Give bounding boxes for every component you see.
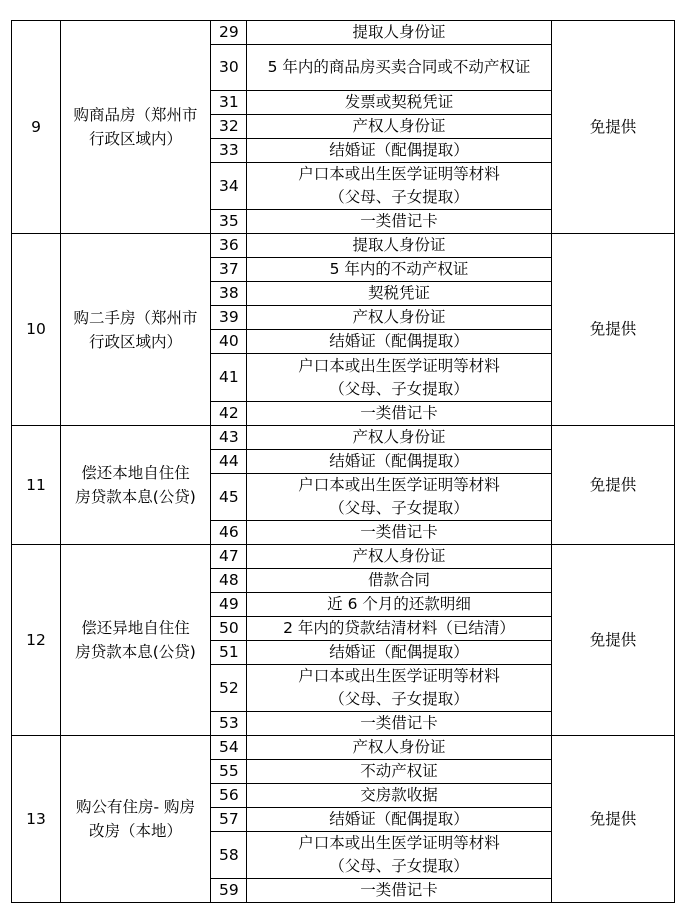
material-line: 发票或契税凭证 xyxy=(344,93,454,111)
item-number: 57 xyxy=(219,810,239,828)
group-note: 免提供 xyxy=(589,117,637,136)
item-number: 49 xyxy=(219,595,239,613)
table-row xyxy=(12,21,675,45)
group-index: 12 xyxy=(26,630,46,649)
material-line: 户口本或出生医学证明等材料 xyxy=(298,667,500,685)
category-line: 偿还异地自住住 xyxy=(81,619,190,637)
table-row xyxy=(12,545,675,569)
item-material-cell xyxy=(247,234,552,258)
group-note-cell xyxy=(552,426,675,545)
materials-table-body xyxy=(12,21,675,903)
item-number-cell xyxy=(211,354,247,402)
item-material-cell xyxy=(247,665,552,712)
item-number: 32 xyxy=(219,117,239,135)
category-line: 行政区域内） xyxy=(88,332,182,351)
category-line: 房贷款本息(公贷) xyxy=(75,643,196,661)
material-line: 一类借记卡 xyxy=(360,404,438,422)
item-number: 37 xyxy=(219,260,239,278)
item-number-cell xyxy=(211,808,247,832)
material-line: 2 年内的贷款结清材料（已结清） xyxy=(283,619,515,637)
item-material-cell xyxy=(247,521,552,545)
category-line: 购公有住房- 购房 xyxy=(75,798,196,816)
group-index-cell xyxy=(12,736,61,903)
material-line: 户口本或出生医学证明等材料 xyxy=(298,834,500,852)
group-index-cell xyxy=(12,234,61,426)
item-material-cell xyxy=(247,115,552,139)
item-material-cell xyxy=(247,306,552,330)
group-index-cell xyxy=(12,545,61,736)
item-number-cell xyxy=(211,91,247,115)
item-number: 52 xyxy=(219,678,239,697)
group-index-cell xyxy=(12,426,61,545)
item-number: 34 xyxy=(219,176,239,195)
material-line: 结婚证（配偶提取） xyxy=(329,452,469,470)
item-number: 31 xyxy=(219,93,239,111)
group-index: 11 xyxy=(26,475,46,494)
material-line: 产权人身份证 xyxy=(352,308,446,326)
item-number-cell xyxy=(211,282,247,306)
group-index: 10 xyxy=(26,320,46,338)
item-number-cell xyxy=(211,115,247,139)
item-number-cell xyxy=(211,712,247,736)
category-line: 购二手房（郑州市 xyxy=(73,308,198,327)
item-number: 45 xyxy=(219,487,239,506)
group-index: 9 xyxy=(31,117,41,136)
item-number: 44 xyxy=(219,452,239,470)
item-number: 40 xyxy=(219,332,239,350)
item-material-cell xyxy=(247,45,552,91)
item-material-cell xyxy=(247,258,552,282)
table-row xyxy=(12,234,675,258)
item-number: 33 xyxy=(219,141,239,159)
material-line: （父母、子女提取） xyxy=(329,499,469,517)
materials-table xyxy=(11,20,675,903)
category-line: 偿还本地自住住 xyxy=(81,464,190,482)
item-material-cell xyxy=(247,426,552,450)
item-number-cell xyxy=(211,426,247,450)
item-number-cell xyxy=(211,879,247,903)
item-material-cell xyxy=(247,808,552,832)
group-category-cell xyxy=(61,21,211,234)
material-line: （父母、子女提取） xyxy=(329,379,469,398)
item-number: 50 xyxy=(219,619,239,637)
material-line: 结婚证（配偶提取） xyxy=(329,810,469,828)
material-line: 一类借记卡 xyxy=(360,714,438,732)
item-number: 42 xyxy=(219,404,239,422)
item-material-cell xyxy=(247,354,552,402)
item-material-cell xyxy=(247,593,552,617)
material-line: 结婚证（配偶提取） xyxy=(329,141,469,159)
material-line: 借款合同 xyxy=(367,571,430,589)
group-note-cell xyxy=(552,21,675,234)
item-number-cell xyxy=(211,593,247,617)
item-number-cell xyxy=(211,521,247,545)
item-material-cell xyxy=(247,832,552,879)
item-material-cell xyxy=(247,139,552,163)
category-line: 房贷款本息(公贷) xyxy=(75,488,196,506)
category-line: 购商品房（郑州市 xyxy=(73,106,198,124)
item-number-cell xyxy=(211,736,247,760)
item-number: 29 xyxy=(219,23,239,41)
category-line: 改房（本地） xyxy=(88,822,182,840)
item-number-cell xyxy=(211,665,247,712)
item-number-cell xyxy=(211,784,247,808)
item-material-cell xyxy=(247,736,552,760)
group-category-cell xyxy=(61,736,211,903)
material-line: 提取人身份证 xyxy=(352,236,446,254)
item-number: 43 xyxy=(219,428,239,446)
item-material-cell xyxy=(247,402,552,426)
item-number-cell xyxy=(211,617,247,641)
material-line: 产权人身份证 xyxy=(352,547,446,565)
item-number: 51 xyxy=(219,643,239,661)
item-number: 58 xyxy=(219,845,239,864)
item-material-cell xyxy=(247,474,552,521)
material-line: 一类借记卡 xyxy=(360,212,438,230)
item-number: 54 xyxy=(219,738,239,756)
material-line: 一类借记卡 xyxy=(360,523,438,541)
item-number-cell xyxy=(211,641,247,665)
material-line: 不动产权证 xyxy=(360,762,438,780)
material-line: 近 6 个月的还款明细 xyxy=(327,595,471,613)
item-material-cell xyxy=(247,784,552,808)
item-material-cell xyxy=(247,879,552,903)
material-line: 户口本或出生医学证明等材料 xyxy=(298,165,500,183)
item-material-cell xyxy=(247,760,552,784)
item-number: 59 xyxy=(219,881,239,899)
item-number-cell xyxy=(211,330,247,354)
group-category-cell xyxy=(61,545,211,736)
item-material-cell xyxy=(247,712,552,736)
item-material-cell xyxy=(247,21,552,45)
item-number-cell xyxy=(211,402,247,426)
material-line: （父母、子女提取） xyxy=(329,690,469,708)
material-line: 提取人身份证 xyxy=(352,23,446,41)
category-line: 行政区域内） xyxy=(88,130,182,148)
item-number-cell xyxy=(211,760,247,784)
material-line: 产权人身份证 xyxy=(352,117,446,135)
material-line: 结婚证（配偶提取） xyxy=(329,643,469,661)
group-note: 免提供 xyxy=(589,630,637,649)
item-number: 30 xyxy=(219,58,239,76)
item-number: 53 xyxy=(219,714,239,732)
item-material-cell xyxy=(247,569,552,593)
item-material-cell xyxy=(247,545,552,569)
item-number-cell xyxy=(211,450,247,474)
group-note-cell xyxy=(552,736,675,903)
item-material-cell xyxy=(247,210,552,234)
item-number: 55 xyxy=(219,762,239,780)
material-line: （父母、子女提取） xyxy=(329,188,469,206)
item-number: 39 xyxy=(219,308,239,326)
group-note-cell xyxy=(552,545,675,736)
item-number-cell xyxy=(211,139,247,163)
material-line: 5 年内的不动产权证 xyxy=(329,260,469,278)
item-number-cell xyxy=(211,234,247,258)
item-number: 35 xyxy=(219,212,239,230)
item-number: 48 xyxy=(219,571,239,589)
item-number-cell xyxy=(211,832,247,879)
item-number: 38 xyxy=(219,284,239,302)
item-material-cell xyxy=(247,641,552,665)
group-note-cell xyxy=(552,234,675,426)
material-line: 产权人身份证 xyxy=(352,738,446,756)
item-material-cell xyxy=(247,330,552,354)
group-note: 免提供 xyxy=(589,475,637,494)
group-index: 13 xyxy=(26,809,46,828)
item-number-cell xyxy=(211,210,247,234)
item-material-cell xyxy=(247,91,552,115)
item-material-cell xyxy=(247,450,552,474)
group-index-cell xyxy=(12,21,61,234)
group-category-cell xyxy=(61,426,211,545)
item-number: 36 xyxy=(219,236,239,254)
group-note: 免提供 xyxy=(589,809,637,828)
item-number-cell xyxy=(211,21,247,45)
item-number-cell xyxy=(211,45,247,91)
item-number-cell xyxy=(211,306,247,330)
material-line: （父母、子女提取） xyxy=(329,857,469,875)
item-number-cell xyxy=(211,569,247,593)
item-number-cell xyxy=(211,258,247,282)
item-number: 46 xyxy=(219,523,239,541)
item-material-cell xyxy=(247,163,552,210)
material-line: 5 年内的商品房买卖合同或不动产权证 xyxy=(267,58,531,76)
table-row xyxy=(12,736,675,760)
item-material-cell xyxy=(247,282,552,306)
group-category-cell xyxy=(61,234,211,426)
item-material-cell xyxy=(247,617,552,641)
item-number: 56 xyxy=(219,786,239,804)
material-line: 契税凭证 xyxy=(367,284,430,302)
item-number: 47 xyxy=(219,547,239,565)
item-number-cell xyxy=(211,545,247,569)
material-line: 户口本或出生医学证明等材料 xyxy=(298,356,500,375)
item-number-cell xyxy=(211,163,247,210)
material-line: 一类借记卡 xyxy=(360,881,438,899)
group-note: 免提供 xyxy=(589,320,637,338)
material-line: 产权人身份证 xyxy=(352,428,446,446)
material-line: 交房款收据 xyxy=(360,786,438,804)
material-line: 户口本或出生医学证明等材料 xyxy=(298,476,500,494)
item-number-cell xyxy=(211,474,247,521)
table-row xyxy=(12,426,675,450)
item-number: 41 xyxy=(219,368,239,386)
material-line: 结婚证（配偶提取） xyxy=(329,332,469,350)
